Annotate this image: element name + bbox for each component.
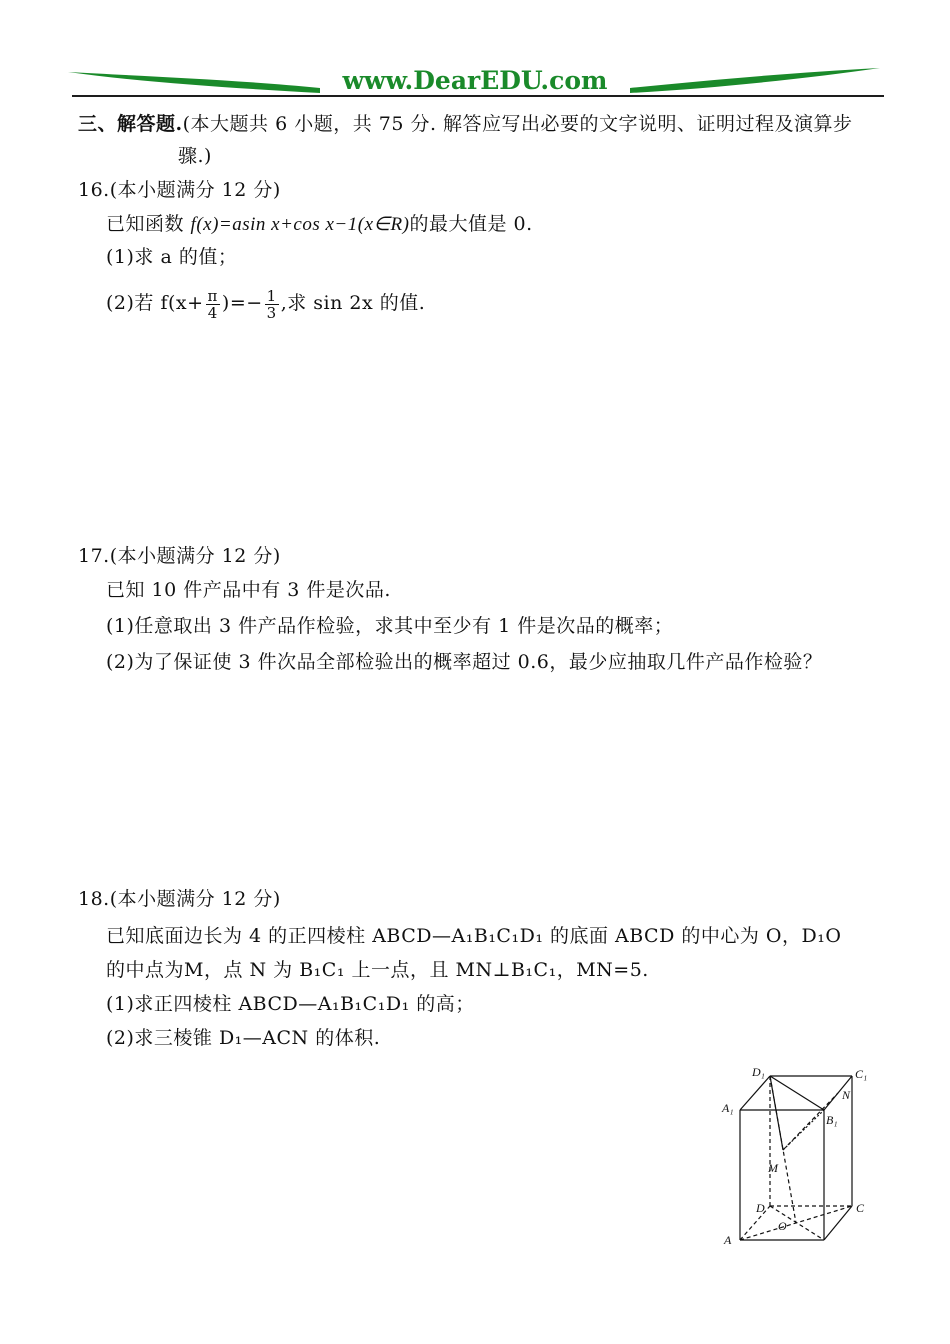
q17-heading: 17.(本小题满分 12 分) [78,545,281,567]
q16-part2 [106,286,425,321]
q16-heading: 16.(本小题满分 12 分) [78,179,281,201]
segment-m-b1 [783,1110,824,1150]
q16-part2-suffix: ,求 sin 2x 的值. [280,292,426,314]
q16-function-expr: f(x)=asin x+cos x−1(x∈R) [190,214,410,235]
header-banner [60,58,890,100]
q17-part1: (1)任意取出 3 件产品作检验，求其中至少有 1 件是次品的概率； [106,615,674,637]
section-heading [78,112,853,136]
q18-line2: 的中点为M，点 N 为 B₁C₁ 上一点，且 MN⊥B₁C₁，MN=5. [106,959,649,981]
edge-a1-d1 [740,1076,770,1110]
label-n: N [842,1088,851,1102]
label-d: D [756,1201,765,1215]
q17-given: 已知 10 件产品中有 3 件是次品. [106,579,391,601]
header-rule [72,95,884,97]
q16-part2-prefix: (2)若 f(x+ [106,292,204,314]
site-logo: www.DearEDU.com [342,66,608,95]
q16-given-b: 的最大值是 0. [409,213,533,235]
label-a: A [724,1233,732,1244]
banner-swoosh-right [630,68,880,93]
q18-line1: 已知底面边长为 4 的正四棱柱 ABCD—A₁B₁C₁D₁ 的底面 ABCD 的中心为 O，D₁O [106,925,842,947]
section-title: 三、解答题. [78,113,183,135]
q17-part2: (2)为了保证使 3 件次品全部检验出的概率超过 0.6，最少应抽取几件产品作检验？ [106,651,823,673]
fraction-numerator: 1 [266,286,277,305]
q18-heading: 18.(本小题满分 12 分) [78,888,281,910]
edge-b-c [824,1206,852,1240]
fraction-numerator: π [207,286,218,305]
q18-part2: (2)求三棱锥 D₁—ACN 的体积. [106,1027,381,1049]
fraction-one-third [265,288,279,321]
q18-part1: (1)求正四棱柱 ABCD—A₁B₁C₁D₁ 的高； [106,993,475,1015]
banner-swoosh-left [68,72,320,93]
label-m: M [768,1161,778,1175]
fraction-denominator: 3 [266,303,277,322]
prism-figure [712,1062,892,1244]
segment-d1-m-solid [770,1076,783,1150]
section-desc-line2: 骤.) [178,145,212,167]
label-b1: B₁ [826,1113,838,1127]
section-desc-line1: (本大题共 6 小题，共 75 分. 解答应写出必要的文字说明、证明过程及演算步 [182,113,853,135]
diagonal-d1-b1 [770,1076,824,1110]
label-a1: A₁ [722,1101,734,1115]
q16-given-a: 已知函数 [106,213,191,235]
q16-part2-mid: )=− [221,292,263,314]
q16-given [106,212,533,237]
label-o: O [778,1219,787,1233]
fraction-pi-over-4 [206,288,220,321]
fraction-denominator: 4 [207,303,218,322]
label-c1: C₁ [855,1067,868,1081]
label-d1: D₁ [752,1065,765,1079]
q16-part1: (1)求 a 的值； [106,246,238,268]
label-c: C [856,1201,865,1215]
